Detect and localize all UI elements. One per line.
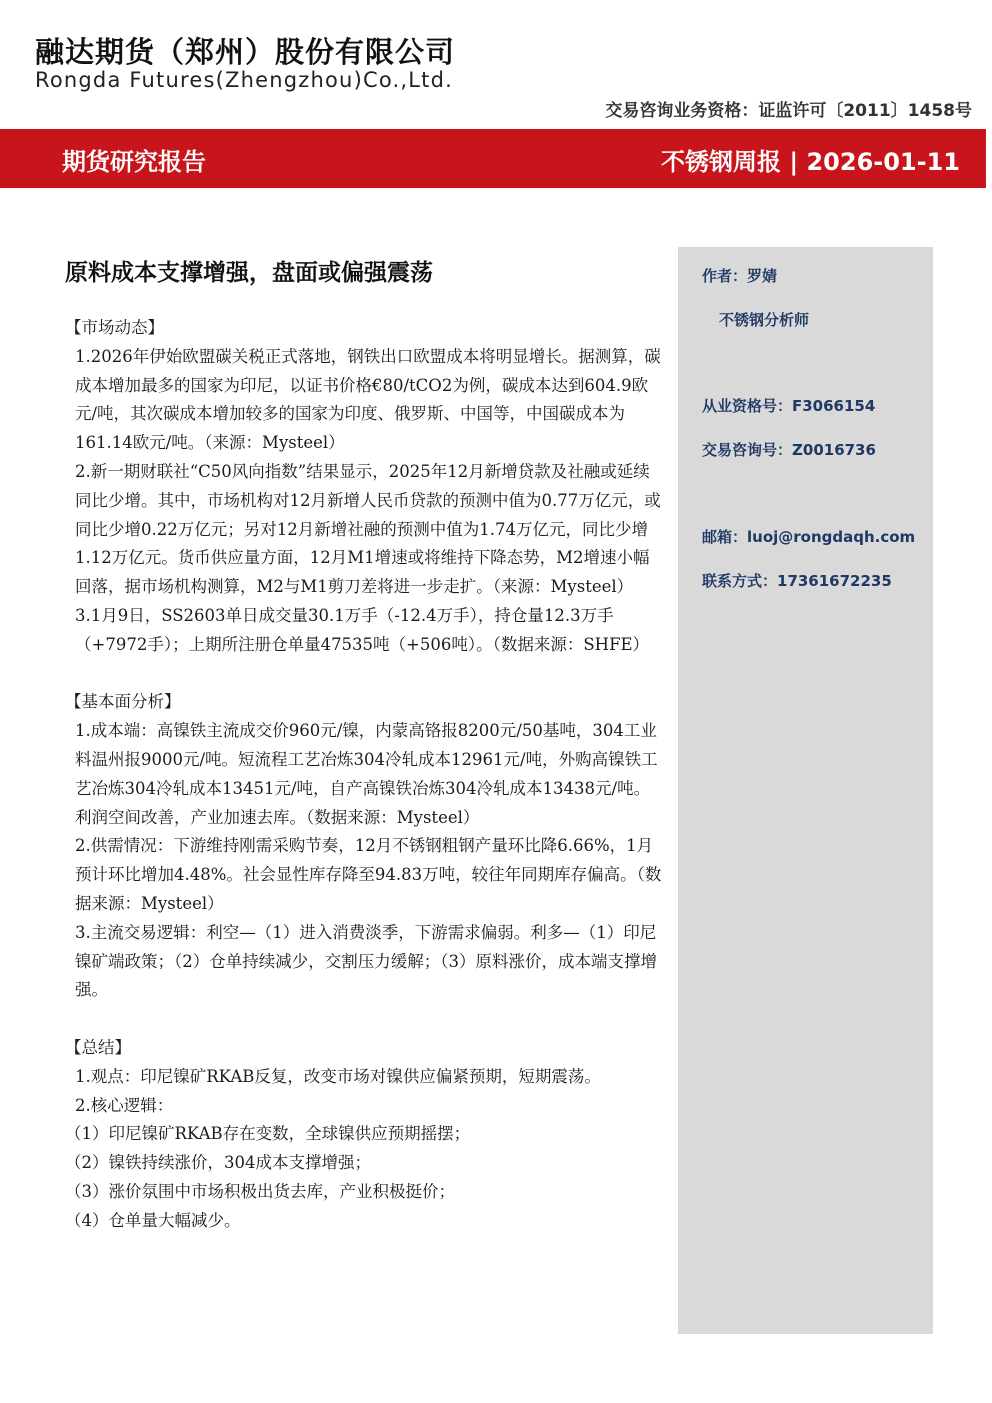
- section-heading-market: 【市场动态】: [65, 318, 164, 337]
- market-item-3: 3.1月9日，SS2603单日成交量30.1万手（-12.4万手），持仓量12.3万手（+7972手）；上期所注册仓单量47535吨（+506吨）。（数据来源：SHFE）: [75, 605, 650, 654]
- report-body: [65, 314, 665, 1236]
- qualification-number: 从业资格号：F3066154: [702, 397, 876, 415]
- license-info: 交易咨询业务资格：证监许可〔2011〕1458号: [605, 101, 972, 121]
- section-heading-fundamental: 【基本面分析】: [65, 692, 181, 712]
- summary-logic-4: （4）仓单量大幅减少。: [65, 1210, 241, 1230]
- fundamental-item-3: 3.主流交易逻辑：利空—（1）进入消费淡季，下游需求偏弱。利多—（1）印尼镍矿端政策；（2）仓单持续减少，交割压力缓解；（3）原料涨价，成本端支撑增强。: [75, 922, 657, 1000]
- fundamental-item-2: 2.供需情况：下游维持刚需采购节奏，12月不锈钢粗钢产量环比降6.66%，1月预计环比增加4.48%。社会显性库存降至94.83万吨，较往年同期库存偏高。（数据来源：Mysteel）: [75, 836, 662, 913]
- author-phone: 联系方式：17361672235: [702, 572, 892, 590]
- report-headline: 原料成本支撑增强，盘面或偏强震荡: [65, 260, 433, 286]
- market-item-2: 2.新一期财联社“C50风向指数”结果显示，2025年12月新增贷款及社融或延续同比少增。其中，市场机构对12月新增人民币贷款的预测中值为0.77万亿元，或同比少增0.22万亿元；另对12月新增社融的预测中值为1.74万亿元，同比少增1.12万亿元。货币供应量方面，12月M1增速或将维持下降态势，M2增速小幅回落，据市场机构测算，M2与M1剪刀差将进一步走扩。（来源：Mysteel）: [75, 461, 661, 597]
- market-item-1: 1.2026年伊始欧盟碳关税正式落地，钢铁出口欧盟成本将明显增长。据测算，碳成本增加最多的国家为印尼，以证书价格€80/tCO2为例，碳成本达到604.9欧元/吨，其次碳成本增加较多的国家为印度、俄罗斯、中国等，中国碳成本为161.14欧元/吨。（来源：Mysteel）: [75, 346, 661, 453]
- summary-logic-1: （1）印尼镍矿RKAB存在变数，全球镍供应预期摇摆；: [65, 1124, 471, 1144]
- summary-logic-3: （3）涨价氛围中市场积极出货去库，产业积极挺价；: [65, 1181, 455, 1201]
- summary-logic-2: （2）镍铁持续涨价，304成本支撑增强；: [65, 1153, 371, 1173]
- report-title-date: 不锈钢周报 | 2026-01-11: [661, 148, 960, 176]
- author-sidebar: [678, 247, 933, 1334]
- author-role: 不锈钢分析师: [719, 311, 810, 329]
- consult-number: 交易咨询号：Z0016736: [702, 441, 876, 459]
- report-banner: [0, 129, 986, 188]
- section-heading-summary: 【总结】: [65, 1037, 131, 1057]
- author-email: 邮箱：luoj@rongdaqh.com: [702, 528, 916, 546]
- company-name-cn: 融达期货（郑州）股份有限公司: [35, 35, 456, 69]
- summary-logic-title: 2.核心逻辑：: [75, 1095, 174, 1115]
- company-name-en: Rongda Futures(Zhengzhou)Co.,Ltd.: [35, 68, 453, 92]
- summary-view: 1.观点：印尼镍矿RKAB反复，改变市场对镍供应偏紧预期，短期震荡。: [75, 1066, 601, 1086]
- report-type: 期货研究报告: [62, 148, 206, 176]
- author-name: 作者：罗婧: [702, 267, 778, 285]
- fundamental-item-1: 1.成本端：高镍铁主流成交价960元/镍，内蒙高铬报8200元/50基吨，304工业料温州报9000元/吨。短流程工艺冶炼304冷轧成本12961元/吨，外购高镍铁工艺冶炼304冷轧成本13451元/吨，自产高镍铁冶炼304冷轧成本13438元/吨。利润空间改善，产业加速去库。（数据来源：Mysteel）: [75, 721, 658, 827]
